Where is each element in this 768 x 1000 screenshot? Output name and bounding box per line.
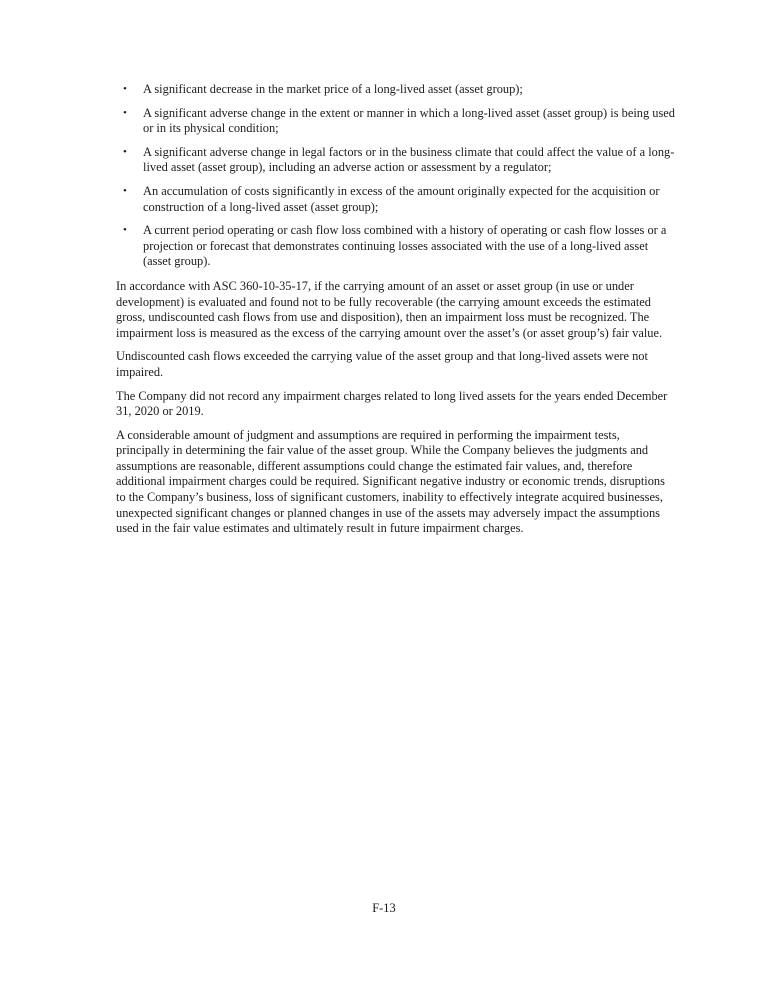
paragraph-judgment-assumptions: A considerable amount of judgment and assumptions are required in performing the impairment tests, principally in determining the fair value of the asset group. While the Company believes the judgments and assumptions are reasonable, different assumptions could change the estimated fair values, and, therefore additional impairment charges could be required. Significant negative industry or economic trends, disruptions to the Company’s business, loss of significant customers, inability to effectively integrate acquired businesses, unexpected significant changes or planned changes in use of the assets may adversely impact the assumptions used in the fair value estimates and ultimately result in future impairment charges. bbox=[116, 427, 665, 536]
bullet-text: A current period operating or cash flow loss combined with a history of operating or cash flow losses or a projection or forecast that demonstrates continuing losses associated with the use of a long-lived asset (asset group). bbox=[143, 223, 667, 269]
bullet-item bbox=[116, 145, 676, 176]
page-number: F-13 bbox=[372, 901, 396, 915]
bullet-text: A significant adverse change in the extent or manner in which a long-lived asset (asset group) is being used or in its physical condition; bbox=[143, 105, 675, 136]
bullet-marker: • bbox=[123, 106, 127, 119]
paragraph-undiscounted-cash-flows: Undiscounted cash flows exceeded the carrying value of the asset group and that long-lived assets were not impaired. bbox=[116, 349, 648, 379]
bullet-list bbox=[116, 82, 676, 270]
bullet-text: A significant adverse change in legal factors or in the business climate that could affect the value of a long-lived asset (asset group), including an adverse action or assessment by a regulator; bbox=[143, 144, 675, 175]
bullet-item bbox=[116, 82, 676, 98]
bullet-marker: • bbox=[123, 145, 127, 158]
page-content bbox=[116, 82, 676, 545]
bullet-marker: • bbox=[123, 224, 127, 237]
paragraph-no-impairment-charges: The Company did not record any impairment charges related to long lived assets for the years ended December 31, 2020 or 2019. bbox=[116, 388, 668, 419]
bullet-text: A significant decrease in the market price of a long-lived asset (asset group); bbox=[143, 82, 523, 96]
paragraph-asc-360: In accordance with ASC 360-10-35-17, if the carrying amount of an asset or asset group (in use or under development) is evaluated and found not to be fully recoverable (the carrying amount exceeds the estimated gross, undiscounted cash flows from use and disposition), then an impairment loss must be recognized. The impairment loss is measured as the excess of the carrying amount over the asset’s (or asset group’s) fair value. bbox=[116, 278, 663, 340]
bullet-item bbox=[116, 223, 676, 270]
bullet-marker: • bbox=[123, 83, 127, 95]
bullet-item bbox=[116, 184, 676, 215]
bullet-item bbox=[116, 106, 676, 137]
bullet-text: An accumulation of costs significantly in excess of the amount originally expected for the acquisition or construction of a long-lived asset (asset group); bbox=[143, 183, 660, 214]
bullet-marker: • bbox=[123, 184, 127, 197]
